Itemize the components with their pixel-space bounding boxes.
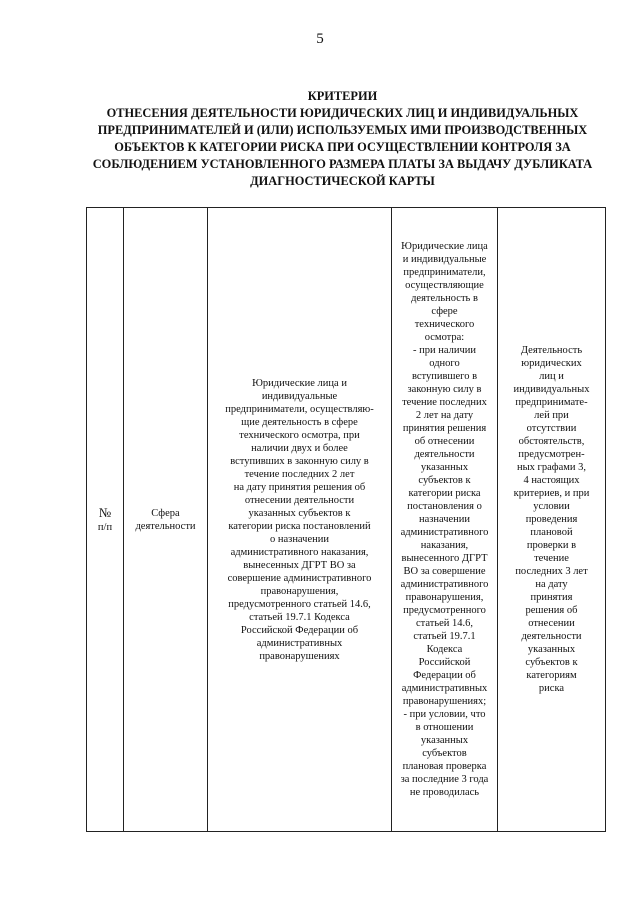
cell-line: деятельность в [411,293,478,304]
cell-line: проведения [525,514,578,525]
cell-line: наказания, [420,540,469,551]
cell-line: совершение административного [227,572,372,584]
cell-line: Российской Федерации об [240,624,359,636]
cell-line: назначении [418,514,471,525]
cell-line: технического [414,319,475,330]
cell-line: принятия решения [402,423,487,434]
cell-line: 2 лет на дату [415,410,474,421]
cell-line: деятельности [135,520,196,532]
cell-line: наличии двух и более [251,442,348,454]
table-row [87,208,606,832]
cell-line: за последние 3 года [400,774,489,785]
cell-line: осмотра: [424,332,465,343]
cell-line: указанных субъектов к [248,507,351,519]
cell-line: течение [534,553,569,564]
cell-line: на дату принятия решения об [233,481,366,493]
cell-line: категории риска постановлений [228,520,371,532]
high-risk-criteria-cell [208,208,392,832]
cell-line: вынесенного ДГРТ [401,553,488,564]
cell-line: течение последних 2 лет [244,468,355,480]
cell-line: указанных [527,644,576,655]
number-column-header [87,208,124,832]
cell-line: технического осмотра, при [239,429,360,441]
cell-line: индивидуальные [261,390,338,402]
cell-line: статьей 19.7.1 Кодекса [249,611,350,623]
cell-line: индивидуальных [513,384,590,395]
cell-line: деятельности [521,631,582,642]
title-line: ОБЪЕКТОВ К КАТЕГОРИИ РИСКА ПРИ ОСУЩЕСТВЛЕНИИ КОНТРОЛЯ ЗА [114,140,571,154]
cell-line: юридических [521,358,582,369]
cell-line: правонарушения, [260,585,339,597]
cell-line: предусмотренного статьей 14.6, [228,598,371,610]
cell-line: Деятельность [520,345,583,356]
cell-line: течение последних [402,397,487,408]
cell-line: критериев, и при [513,488,590,499]
document-title [90,88,595,190]
cell-line: отнесении [528,618,575,629]
cell-line: вступившего в [411,371,478,382]
cell-line: Сфера [151,507,180,519]
cell-line: на дату [535,579,568,590]
cell-line: вступивших в законную силу в [230,455,369,467]
cell-line: сфере [431,306,458,317]
cell-line: правонарушения, [405,592,484,603]
cell-line: 4 настоящих [523,475,580,486]
sphere-column-header [124,208,208,832]
cell-line: одного [429,358,460,369]
cell-line: указанных [420,462,469,473]
cell-line: категории риска [408,488,481,499]
title-line: ПРЕДПРИНИМАТЕЛЕЙ И (ИЛИ) ИСПОЛЬЗУЕМЫХ ИМИ ПРОИЗВОДСТВЕННЫХ [97,123,588,137]
cell-line: субъектов к [418,475,471,486]
cell-line: предпринимате- [515,397,588,408]
cell-line: субъектов к [525,657,578,668]
cell-line: Кодекса [426,644,463,655]
cell-line: плановая проверка [402,761,487,772]
cell-line: щие деятельность в сфере [241,416,358,428]
cell-line: лей при [534,410,569,421]
cell-line: деятельности [414,449,475,460]
medium-risk-criteria-cell [392,208,498,832]
cell-line: проверки в [526,540,577,551]
cell-line: принятия [530,592,573,603]
cell-line: вынесенных ДГРТ ВО за [243,559,356,571]
low-risk-criteria-cell [498,208,606,832]
cell-line: категориям [526,670,577,681]
cell-line: административного [400,579,489,590]
cell-line: административного [400,527,489,538]
cell-line: о назначении [270,533,329,545]
title-line: КРИТЕРИИ [307,89,378,103]
cell-line: в отношении [415,722,474,733]
cell-line: отсутствии [526,423,577,434]
title-line: СОБЛЮДЕНИЕМ УСТАНОВЛЕННОГО РАЗМЕРА ПЛАТЫ ЗА ВЫДАЧУ ДУБЛИКАТА [92,157,593,171]
cell-line: ных графами 3, [517,462,586,473]
title-line: ДИАГНОСТИЧЕСКОЙ КАРТЫ [250,174,435,188]
cell-line: правонарушениях; [402,696,487,707]
cell-line: Российской [418,657,471,668]
cell-line: правонарушениях [259,650,340,662]
number-abbrev: п/п [97,521,113,533]
cell-line: постановления о [407,501,482,512]
page-number: 5 [316,31,324,47]
cell-line: и индивидуальные [402,254,487,265]
cell-line: обстоятельств, [518,436,585,447]
title-line: ОТНЕСЕНИЯ ДЕЯТЕЛЬНОСТИ ЮРИДИЧЕСКИХ ЛИЦ И ИНДИВИДУАЛЬНЫХ [106,106,579,120]
cell-line: административного наказания, [230,546,369,558]
cell-line: предусмотренного [403,605,486,616]
number-sign: № [98,504,112,520]
cell-line: субъектов [422,748,467,759]
cell-line: плановой [530,527,573,538]
cell-line: последних 3 лет [515,566,588,577]
cell-line: риска [538,683,565,694]
cell-line: отнесении деятельности [244,494,355,506]
cell-line: административных [256,637,343,649]
cell-line: - при наличии [413,345,476,356]
cell-line: не проводилась [409,787,480,798]
cell-line: Федерации об [413,670,476,681]
cell-line: - при условии, что [403,709,486,720]
cell-line: осуществляющие [405,280,484,291]
cell-line: предприниматели, осуществляю- [225,403,374,415]
cell-line: административных [401,683,488,694]
cell-line: об отнесении [414,436,475,447]
cell-line: законную силу в [407,384,482,395]
cell-line: предусмотрен- [518,449,585,460]
cell-line: решения об [525,605,578,616]
cell-line: условии [533,501,570,512]
cell-line: лиц и [539,371,564,382]
cell-line: Юридические лица [401,241,488,252]
cell-line: статьей 14.6, [415,618,474,629]
cell-line: ВО за совершение [403,566,486,577]
criteria-table [86,207,606,832]
cell-line: указанных [420,735,469,746]
cell-line: статьей 19.7.1 [413,631,476,642]
cell-line: предприниматели, [403,267,486,278]
cell-line: Юридические лица и [252,377,347,389]
